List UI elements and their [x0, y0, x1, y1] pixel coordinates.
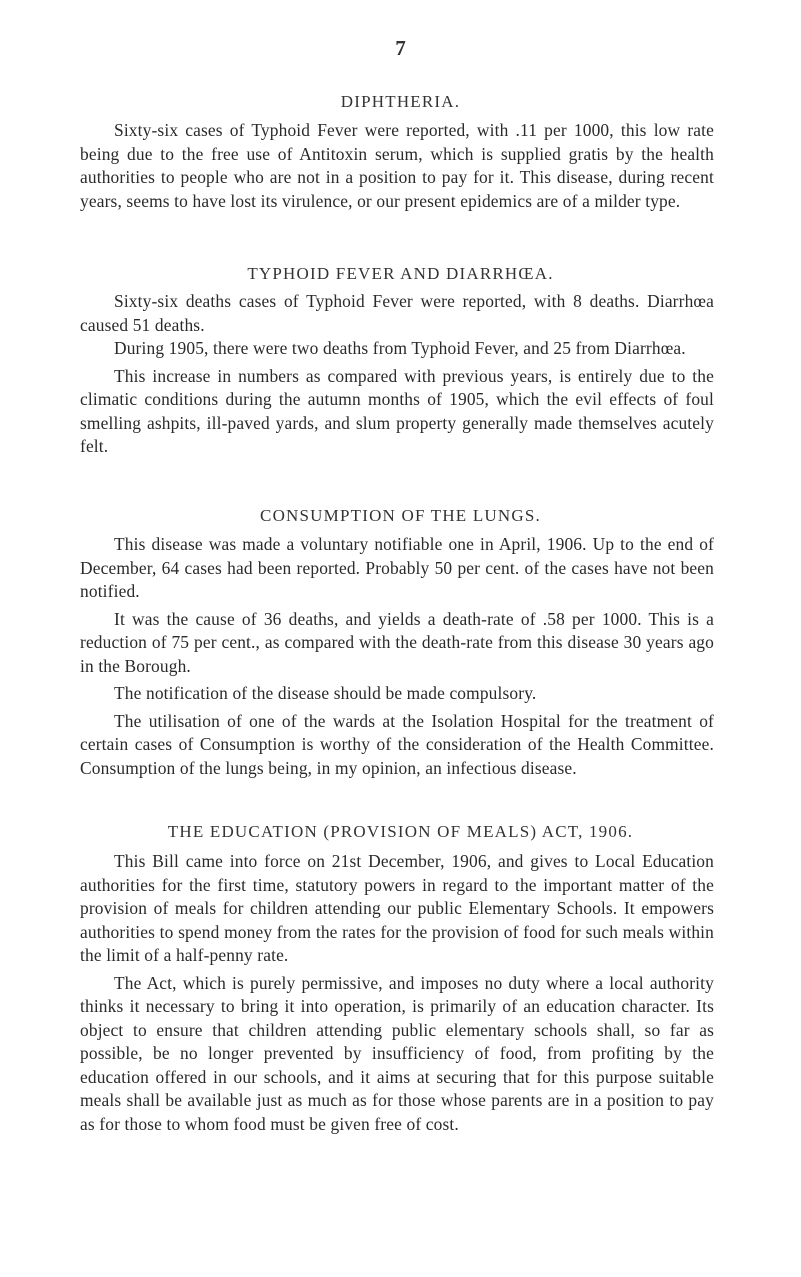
paragraph: Sixty-six deaths cases of Typhoid Fever were reported, with 8 deaths. Diarrhœa caused 51 deaths.	[80, 291, 714, 335]
section-diphtheria	[80, 119, 714, 213]
paragraph: The notification of the disease should be made compulsory.	[114, 683, 537, 703]
heading-consumption: CONSUMPTION OF THE LUNGS.	[260, 506, 541, 525]
section-typhoid-fever	[80, 290, 714, 459]
section-education-act	[80, 850, 714, 1136]
paragraph: During 1905, there were two deaths from Typhoid Fever, and 25 from Diarrhœa.	[114, 338, 686, 358]
paragraph: Sixty-six cases of Typhoid Fever were reported, with .11 per 1000, this low rate being due to the free use of Antitoxin serum, which is supplied gratis by the health authorities to people who are not in a position to pay for it. This disease, during recent years, seems to have lost its virulence, or our present epidemics are of a milder type.	[80, 120, 714, 211]
paragraph: It was the cause of 36 deaths, and yields a death-rate of .58 per 1000. This is a reduction of 75 per cent., as compared with the death-rate from this disease 30 years ago in the Borough.	[80, 608, 714, 676]
paragraph: This disease was made a voluntary notifiable one in April, 1906. Up to the end of December, 64 cases had been reported. Probably 50 per cent. of the cases have not been notified.	[80, 534, 714, 601]
paragraph: This Bill came into force on 21st December, 1906, and gives to Local Education authorities for the first time, statutory powers in regard to the important matter of the provision of meals for children attending our public Elementary Schools. It empowers authorities to spend money from the rates for the provision of food for such meals within the limit of a half-penny rate.	[80, 851, 714, 965]
section-consumption	[80, 533, 714, 780]
heading-education-act: THE EDUCATION (PROVISION OF MEALS) ACT, 1906.	[167, 822, 634, 841]
heading-typhoid-fever: TYPHOID FEVER AND DIARRHŒA.	[247, 264, 554, 283]
paragraph: The utilisation of one of the wards at the Isolation Hospital for the treatment of certain cases of Consumption is worthy of the consideration of the Health Committee. Consumption of the lungs being, in my opinion, an infectious disease.	[80, 710, 714, 778]
paragraph: This increase in numbers as compared with previous years, is entirely due to the climatic conditions during the autumn months of 1905, which the evil effects of foul smelling ashpits, ill-paved yards, and slum property generally made themselves acutely felt.	[80, 365, 714, 456]
heading-diphtheria: DIPHTHERIA.	[340, 92, 461, 111]
paragraph: The Act, which is purely permissive, and imposes no duty where a local authority thinks it necessary to bring it into operation, is primarily of an education character. Its object to ensure that children attending public elementary schools shall, so far as possible, be no longer prevented by insufficiency of food, from profiting by the education offered in our schools, and it aims at securing that for this purpose suitable meals shall be available just as much as for those whose parents are in a position to pay as for those to whom food must be given free of cost.	[80, 972, 714, 1134]
page-number: 7	[395, 36, 406, 60]
